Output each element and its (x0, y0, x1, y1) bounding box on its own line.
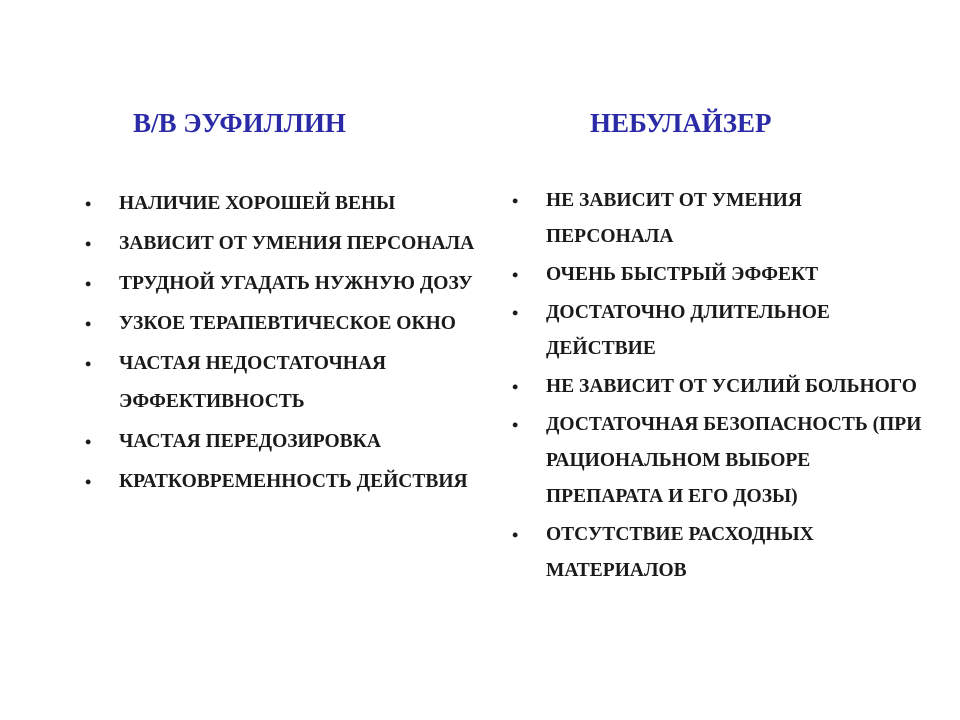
list-item: • ЗАВИСИТ ОТ УМЕНИЯ ПЕРСОНАЛА (85, 225, 485, 263)
list-item: • ДОСТАТОЧНАЯ БЕЗОПАСНОСТЬ (ПРИ РАЦИОНАЛЬНОМ ВЫБОРЕ ПРЕПАРАТА И ЕГО ДОЗЫ) (512, 407, 932, 515)
list-item: • ЧАСТАЯ НЕДОСТАТОЧНАЯ ЭФФЕКТИВНОСТЬ (85, 345, 485, 421)
bullet-icon: • (85, 234, 92, 254)
list-item: • ОЧЕНЬ БЫСТРЫЙ ЭФФЕКТ (512, 257, 932, 293)
bullet-icon: • (512, 525, 519, 545)
bullet-icon: • (85, 432, 92, 452)
list-item: • УЗКОЕ ТЕРАПЕВТИЧЕСКОЕ ОКНО (85, 305, 485, 343)
bullet-icon: • (85, 472, 92, 492)
bullet-icon: • (85, 274, 92, 294)
bullet-icon: • (85, 194, 92, 214)
bullet-icon: • (512, 303, 519, 323)
list-item: • НЕ ЗАВИСИТ ОТ УМЕНИЯ ПЕРСОНАЛА (512, 183, 932, 255)
list-item: • ОТСУТСТВИЕ РАСХОДНЫХ МАТЕРИАЛОВ (512, 517, 932, 589)
list-item: • НАЛИЧИЕ ХОРОШЕЙ ВЕНЫ (85, 185, 485, 223)
left-column-title: В/В ЭУФИЛЛИН (133, 108, 346, 138)
bullet-icon: • (85, 314, 92, 334)
list-item: • ТРУДНОЙ УГАДАТЬ НУЖНУЮ ДОЗУ (85, 265, 485, 303)
list-item: • КРАТКОВРЕМЕННОСТЬ ДЕЙСТВИЯ (85, 463, 485, 501)
right-list (512, 183, 932, 591)
bullet-icon: • (85, 354, 92, 374)
left-list (85, 185, 485, 503)
list-item: • ЧАСТАЯ ПЕРЕДОЗИРОВКА (85, 423, 485, 461)
list-item: • ДОСТАТОЧНО ДЛИТЕЛЬНОЕ ДЕЙСТВИЕ (512, 295, 932, 367)
bullet-icon: • (512, 377, 519, 397)
right-column-title: НЕБУЛАЙЗЕР (590, 108, 772, 138)
bullet-icon: • (512, 191, 519, 211)
list-item: • НЕ ЗАВИСИТ ОТ УСИЛИЙ БОЛЬНОГО (512, 369, 932, 405)
bullet-icon: • (512, 415, 519, 435)
bullet-icon: • (512, 265, 519, 285)
